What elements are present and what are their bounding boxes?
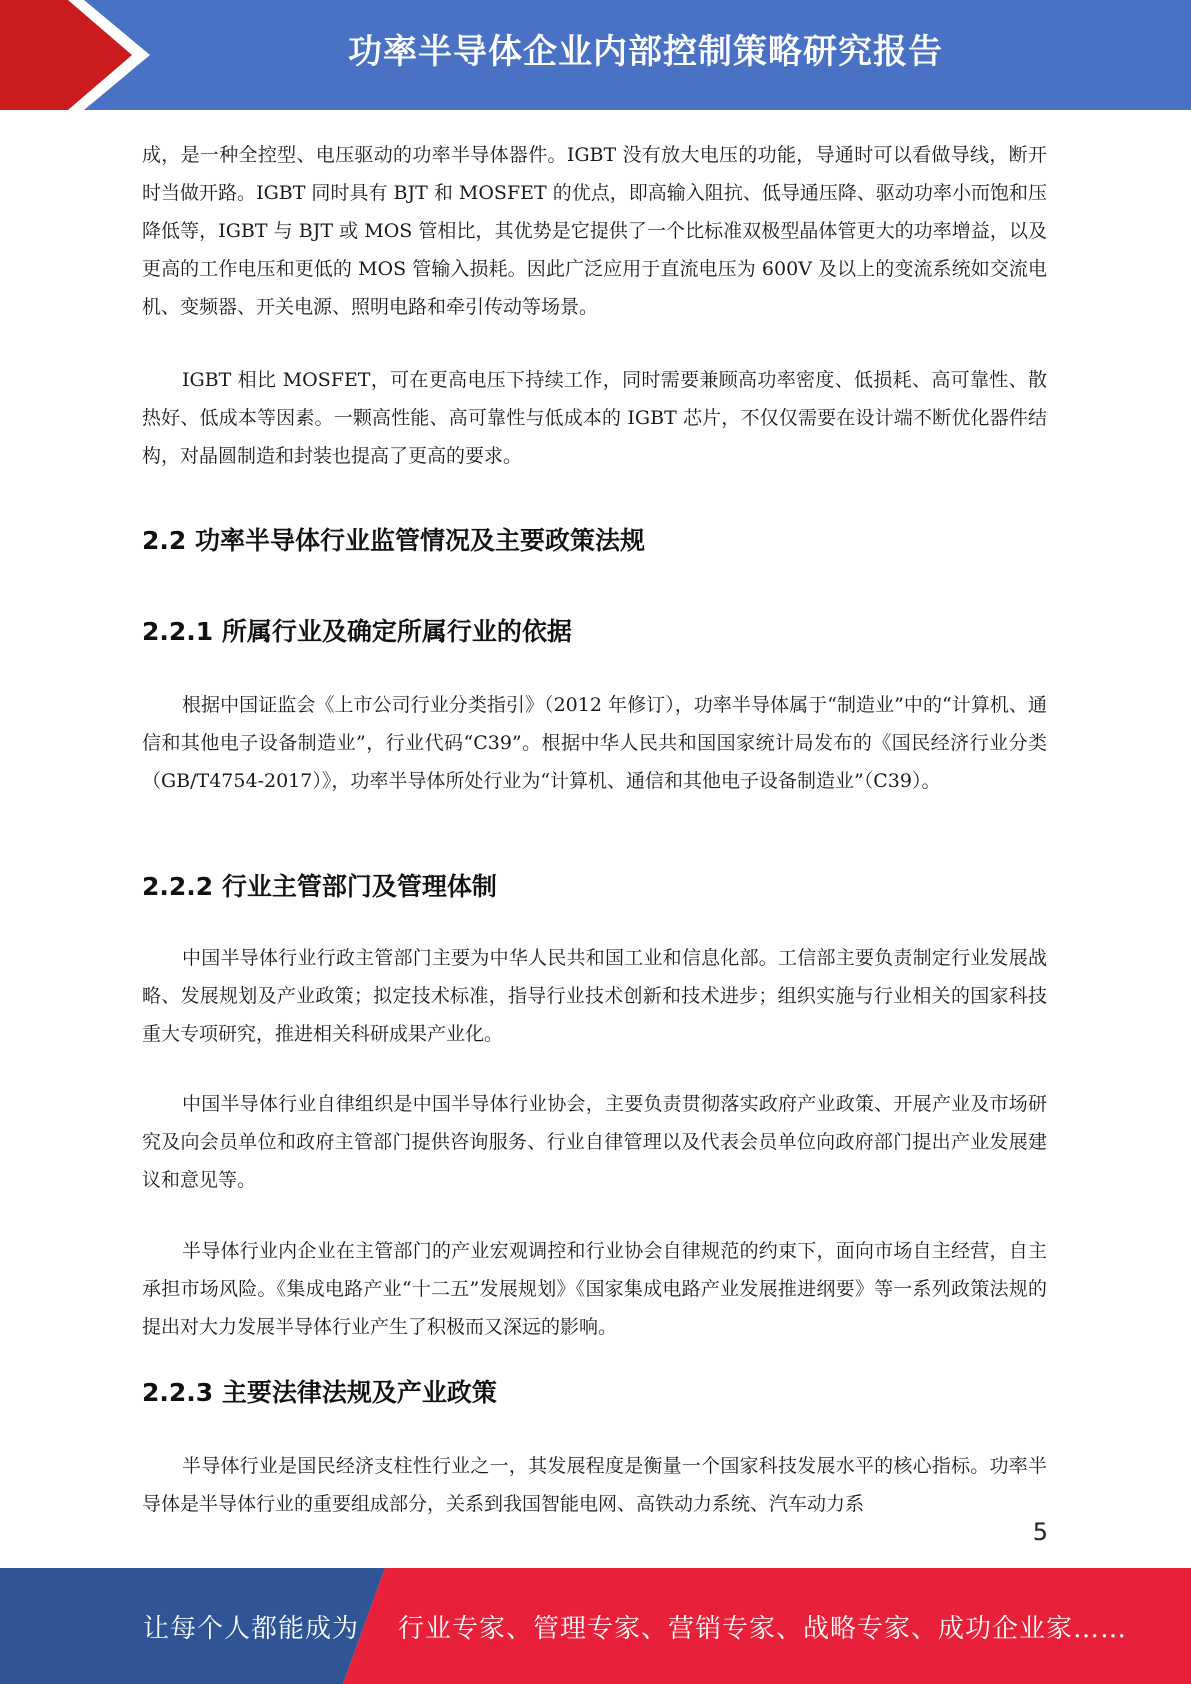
section-heading-2-2-3: 2.2.3 主要法律法规及产业政策	[142, 1378, 497, 1407]
header-arrow-decoration	[0, 0, 150, 110]
page-footer	[0, 1568, 1191, 1684]
section-heading-2-2: 2.2 功率半导体行业监管情况及主要政策法规	[142, 526, 645, 555]
paragraph-market-policy: 半导体行业内企业在主管部门的产业宏观调控和行业协会自律规范的约束下，面向市场自主经营，自主承担市场风险。《集成电路产业“十二五”发展规划》《国家集成电路产业发展推进纲要》等一系列政策法规的提出对大力发展半导体行业产生了积极而又深远的影响。	[142, 1240, 1047, 1338]
paragraph-igbt-vs-mosfet: IGBT 相比 MOSFET，可在更高电压下持续工作，同时需要兼顾高功率密度、低损耗、高可靠性、散热好、低成本等因素。一颗高性能、高可靠性与低成本的 IGBT 芯片，不仅仅需要在设计端不断优化器件结构，对晶圆制造和封装也提高了更高的要求。	[142, 369, 1047, 467]
footer-slogan: 让每个人都能成为	[143, 1614, 360, 1644]
paragraph-laws-policies: 半导体行业是国民经济支柱性行业之一，其发展程度是衡量一个国家科技发展水平的核心指标。功率半导体是半导体行业的重要组成部分，关系到我国智能电网、高铁动力系统、汽车动力系	[142, 1455, 1047, 1515]
section-heading-2-2-1: 2.2.1 所属行业及确定所属行业的依据	[142, 617, 572, 646]
paragraph-regulator: 中国半导体行业行政主管部门主要为中华人民共和国工业和信息化部。工信部主要负责制定行业发展战略、发展规划及产业政策；拟定技术标准，指导行业技术创新和技术进步；组织实施与行业相关的国家科技重大专项研究，推进相关科研成果产业化。	[142, 947, 1047, 1045]
footer-expert-list: 行业专家、管理专家、营销专家、战略专家、成功企业家……	[398, 1614, 1128, 1644]
section-heading-2-2-2: 2.2.2 行业主管部门及管理体制	[142, 872, 497, 901]
paragraph-igbt-intro: 成，是一种全控型、电压驱动的功率半导体器件。IGBT 没有放大电压的功能，导通时可以看做导线，断开时当做开路。IGBT 同时具有 BJT 和 MOSFET 的优点，即高输入阻抗、低导通压降、驱动功率小而饱和压降低等，IGBT 与 BJT 或 MOS 管相比，其优势是它提供了一个比标准双极型晶体管更大的功率增益，以及更高的工作电压和更低的 MOS 管输入损耗。因此广泛应用于直流电压为 600V 及以上的变流系统如交流电机、变频器、开关电源、照明电路和牵引传动等场景。	[142, 144, 1047, 318]
page-number: 5	[1032, 1518, 1048, 1546]
paragraph-industry-classification: 根据中国证监会《上市公司行业分类指引》（2012 年修订），功率半导体属于“制造业”中的“计算机、通信和其他电子设备制造业”，行业代码“C39”。根据中华人民共和国国家统计局发布的《国民经济行业分类（GB/T4754-2017）》，功率半导体所处行业为“计算机、通信和其他电子设备制造业”（C39）。	[142, 694, 1047, 792]
page-header	[0, 0, 1191, 110]
report-title: 功率半导体企业内部控制策略研究报告	[348, 32, 943, 72]
paragraph-industry-association: 中国半导体行业自律组织是中国半导体行业协会，主要负责贯彻落实政府产业政策、开展产业及市场研究及向会员单位和政府主管部门提供咨询服务、行业自律管理以及代表会员单位向政府部门提出产业发展建议和意见等。	[142, 1093, 1047, 1191]
